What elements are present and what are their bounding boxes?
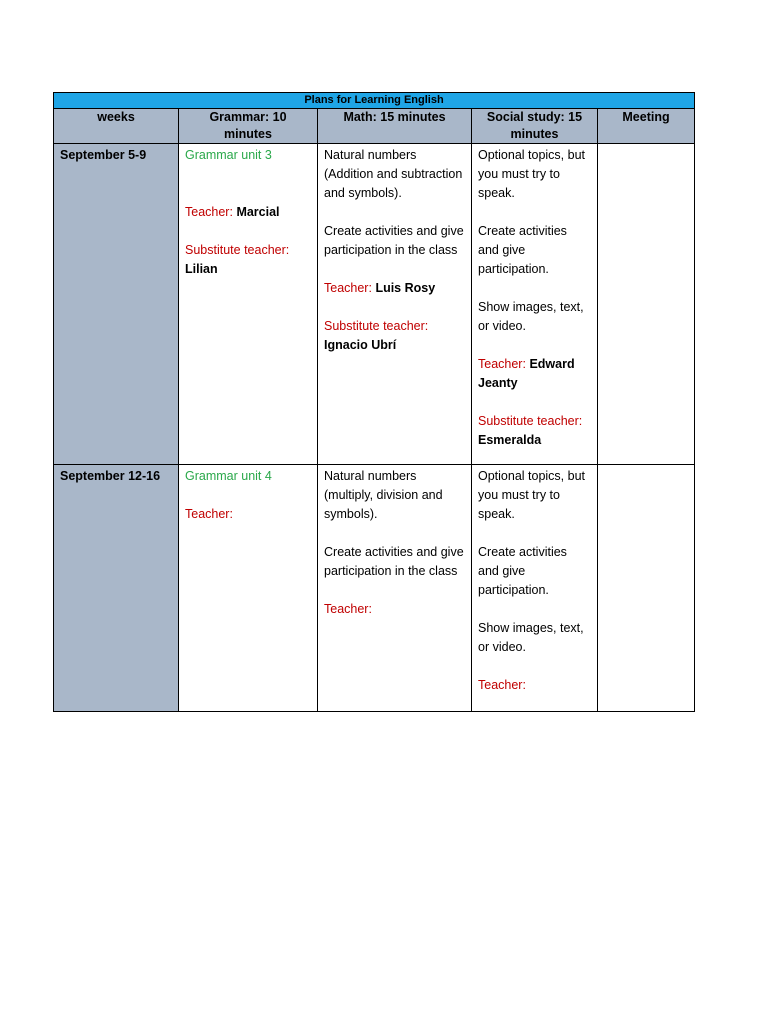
table-row bbox=[54, 144, 695, 465]
social-study-cell bbox=[472, 465, 598, 712]
social-media: Show images, text, or video. bbox=[478, 300, 584, 333]
grammar-cell bbox=[179, 144, 318, 465]
meeting-cell bbox=[598, 144, 695, 465]
substitute-name: Esmeralda bbox=[478, 433, 542, 447]
math-cell bbox=[318, 465, 472, 712]
week-label: September 12-16 bbox=[60, 469, 161, 483]
teacher-label: Teacher: bbox=[185, 507, 233, 521]
week-cell bbox=[54, 465, 179, 712]
table-row bbox=[54, 465, 695, 712]
header-social-study: Social study: 15 minutes bbox=[472, 109, 598, 144]
meeting-cell bbox=[598, 465, 695, 712]
teacher-name: Marcial bbox=[236, 205, 280, 219]
grammar-unit: Grammar unit 3 bbox=[185, 148, 272, 162]
teacher-label: Teacher: bbox=[324, 281, 372, 295]
teacher-label: Teacher: bbox=[478, 357, 526, 371]
math-cell bbox=[318, 144, 472, 465]
social-study-cell bbox=[472, 144, 598, 465]
social-activity: Create activities and give participation. bbox=[478, 545, 567, 597]
math-topic: Natural numbers (Addition and subtraction and symbols). bbox=[324, 148, 463, 200]
substitute-label: Substitute teacher: bbox=[185, 243, 290, 257]
math-topic: Natural numbers (multiply, division and symbols). bbox=[324, 469, 443, 521]
grammar-cell bbox=[179, 465, 318, 712]
social-activity: Create activities and give participation. bbox=[478, 224, 567, 276]
social-topics: Optional topics, but you must try to speak. bbox=[478, 148, 586, 200]
substitute-label: Substitute teacher: bbox=[478, 414, 583, 428]
social-topics: Optional topics, but you must try to speak. bbox=[478, 469, 586, 521]
substitute-name: Lilian bbox=[185, 262, 218, 276]
teacher-name: Edward Jeanty bbox=[478, 357, 575, 390]
header-math: Math: 15 minutes bbox=[318, 109, 472, 144]
teacher-label: Teacher: bbox=[324, 602, 372, 616]
title-row bbox=[54, 93, 695, 109]
header-weeks: weeks bbox=[54, 109, 179, 144]
teacher-name: Luis Rosy bbox=[375, 281, 436, 295]
week-label: September 5-9 bbox=[60, 148, 147, 162]
header-row bbox=[54, 109, 695, 144]
teacher-label: Teacher: bbox=[478, 678, 526, 692]
table-title: Plans for Learning English bbox=[54, 93, 695, 109]
social-media: Show images, text, or video. bbox=[478, 621, 584, 654]
substitute-name: Ignacio Ubrí bbox=[324, 338, 397, 352]
teacher-label: Teacher: bbox=[185, 205, 233, 219]
week-cell bbox=[54, 144, 179, 465]
plan-table bbox=[53, 92, 695, 712]
math-activity: Create activities and give participation in the class bbox=[324, 224, 464, 257]
header-meeting: Meeting bbox=[598, 109, 695, 144]
math-activity: Create activities and give participation in the class bbox=[324, 545, 464, 578]
substitute-label: Substitute teacher: bbox=[324, 319, 429, 333]
header-grammar: Grammar: 10 minutes bbox=[179, 109, 318, 144]
grammar-unit: Grammar unit 4 bbox=[185, 469, 272, 483]
